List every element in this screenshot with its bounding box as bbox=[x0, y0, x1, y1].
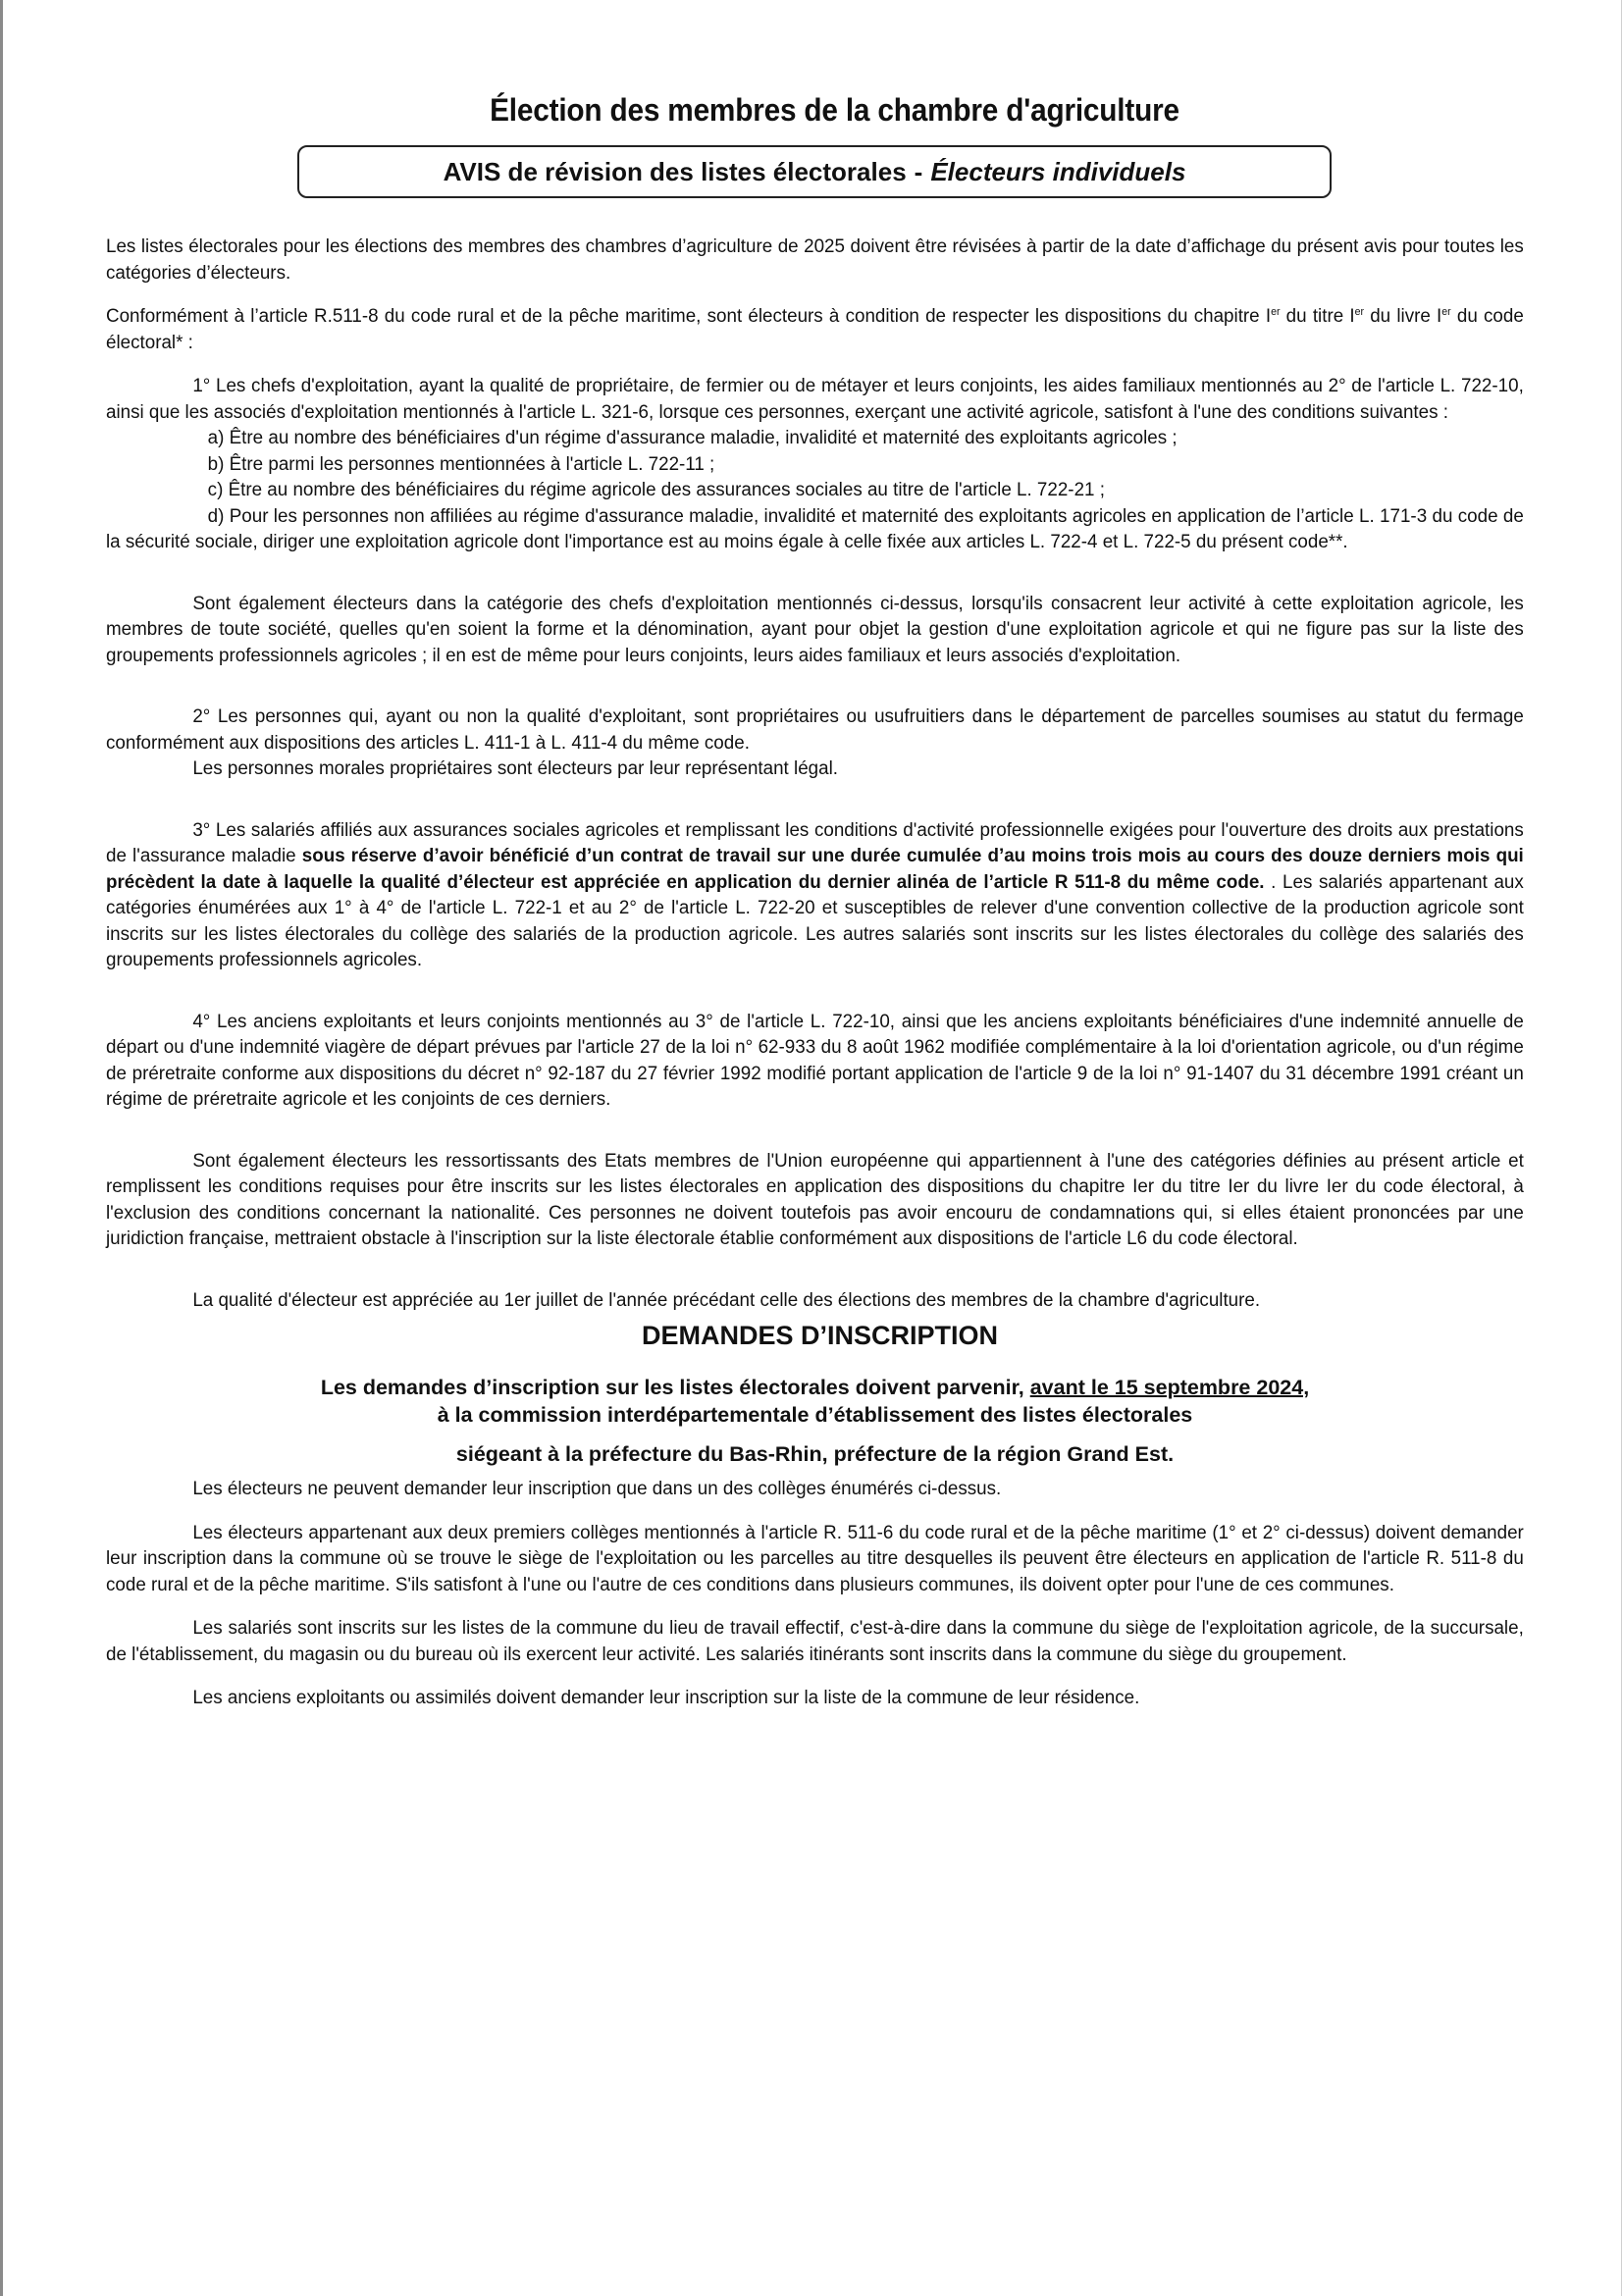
category-1-condition-a: a) Être au nombre des bénéficiaires d'un régime d'assurance maladie, invalidité et maternité des exploitants agricoles ; bbox=[207, 427, 1178, 448]
legal-basis-mid2: du livre I bbox=[1364, 305, 1442, 327]
category-1-condition-d: d) Pour les personnes non affiliées au régime d'assurance maladie, invalidité et maternité des exploitants agricoles en application de l’article L. 171-3 du code de la sécurité sociale, diriger une exploitation agricole dont l'importance est au moins égale à celle fixée aux articles L. 722-4 et L. 722-5 du présent code**. bbox=[106, 504, 1524, 552]
registration-paragraph-4: Les anciens exploitants ou assimilés doivent demander leur inscription sur la liste de la commune de leur résidence. bbox=[192, 1687, 1140, 1709]
registration-paragraph-2: Les électeurs appartenant aux deux premiers collèges mentionnés à l'article R. 511-6 du code rural et de la pêche maritime (1° et 2° ci-dessus) doivent demander leur inscription dans la commune où se trouve le siège de l'exploitation ou les parcelles au titre desquelles ils peuvent être électeurs en application de l'article R. 511-8 du code rural et de la pêche maritime. S'ils satisfont à l'une ou l'autre de ces conditions dans plusieurs communes, ils doivent opter pour l'une de ces communes. bbox=[106, 1521, 1524, 1595]
category-3-bold-condition: sous réserve d’avoir bénéficié d’un contrat de travail sur une durée cumulée d’au moins trois mois au cours des douze derniers mois qui précèdent la date à laquelle la qualité d’électeur est appréciée en application du dernier alinéa de l’article R 511-8 du même code. bbox=[106, 845, 1524, 893]
sup-er-3: er bbox=[1441, 306, 1451, 318]
notice-box-prefix: AVIS de révision des listes électorales bbox=[443, 156, 907, 186]
notice-box-separator: - bbox=[914, 156, 923, 186]
scan-edge-left bbox=[0, 0, 3, 2296]
registration-prefecture-line: siégeant à la préfecture du Bas-Rhin, préfecture de la région Grand Est. bbox=[455, 1442, 1175, 1467]
registration-paragraph-1: Les électeurs ne peuvent demander leur inscription que dans un des collèges énumérés ci-dessus. bbox=[192, 1478, 1002, 1500]
category-2-lead: 2° Les personnes qui, ayant ou non la qualité d'exploitant, sont propriétaires ou usufruitiers dans le département de parcelles soumises au statut du fermage conformément aux dispositions des articles L. 411-1 à L. 411-4 du même code. bbox=[106, 705, 1524, 754]
registration-heading: DEMANDES D’INSCRIPTION bbox=[641, 1321, 999, 1350]
registration-section bbox=[106, 1319, 1524, 1711]
document-title: Élection des membres de la chambre d'agriculture bbox=[490, 92, 1179, 128]
category-3-part2: . Les salariés appartenant aux catégories énumérées aux 1° à 4° de l'article L. 722-1 et au 2° de l'article L. 722-20 et susceptibles de relever d'une convention collective de la production agricole sont inscrits sur les listes électorales du collège des salariés de la production agricole. Les autres salariés sont inscrits sur les listes électorales du collège des salariés des groupements professionnels agricoles. bbox=[106, 870, 1524, 970]
sup-er-1: er bbox=[1271, 306, 1281, 318]
intro-paragraph: Les listes électorales pour les élections des membres des chambres d’agriculture de 2025 doivent être révisées à partir de la date d’affichage du présent avis pour toutes les catégories d’électeurs. bbox=[106, 235, 1524, 284]
legal-basis-mid1: du titre I bbox=[1280, 305, 1355, 327]
registration-deadline-line bbox=[106, 1374, 1524, 1401]
document-body bbox=[106, 234, 1524, 1313]
registration-paragraph-3: Les salariés sont inscrits sur les listes de la commune du lieu de travail effectif, c'est-à-dire dans la commune du siège de l'exploitation agricole, de la succursale, de l'établissement, du magasin ou du bureau où ils exercent leur activité. Les salariés itinérants sont inscrits dans la commune du siège du groupement. bbox=[106, 1617, 1524, 1665]
legal-basis-paragraph bbox=[106, 303, 1524, 355]
notice-box bbox=[297, 145, 1332, 198]
document-page bbox=[106, 88, 1524, 1711]
eu-nationals-paragraph: Sont également électeurs les ressortissants des Etats membres de l'Union européenne qui appartiennent à l'une des catégories définies au présent article et remplissent les conditions requises pour être inscrits sur les listes électorales en application des dispositions du chapitre Ier du titre Ier du livre Ier du code électoral, à l'exclusion des conditions concernant la nationalité. Ces personnes ne doivent toutefois pas avoir encouru de condamnations qui, si elles étaient prononcées par une juridiction française, mettraient obstacle à l'inscription sur la liste électorale établie conformément aux dispositions de l'article L6 du code électoral. bbox=[106, 1149, 1524, 1249]
notice-box-suffix: Électeurs individuels bbox=[930, 156, 1186, 186]
category-3-part1: 3° Les salariés affiliés aux assurances sociales agricoles et remplissant les conditions d'activité professionnelle exigées pour l'ouverture des droits aux prestations de l'assurance maladie bbox=[106, 818, 1524, 866]
category-1-also-paragraph: Sont également électeurs dans la catégorie des chefs d'exploitation mentionnés ci-dessus, lorsqu'ils consacrent leur activité à cette exploitation agricole, les membres de toute société, quelles qu'en soient la forme et la dénomination, ayant pour objet la gestion d'une exploitation agricole et qui ne figure pas sur la liste des groupements professionnels agricoles ; il en est de même pour leurs conjoints, leurs aides familiaux et leurs associés d'exploitation. bbox=[106, 592, 1524, 666]
category-3-paragraph bbox=[106, 817, 1524, 973]
legal-basis-text: Conformément à l’article R.511-8 du code rural et de la pêche maritime, sont électeurs à condition de respecter les dispositions du chapitre I bbox=[106, 305, 1272, 327]
registration-commission-line: à la commission interdépartementale d’établissement des listes électorales bbox=[437, 1403, 1193, 1428]
registration-deadline: avant le 15 septembre 2024, bbox=[1029, 1376, 1310, 1400]
registration-line1: Les demandes d’inscription sur les listes électorales doivent parvenir, bbox=[320, 1376, 1030, 1400]
scan-edge-right bbox=[1621, 0, 1622, 2296]
category-1-condition-c: c) Être au nombre des bénéficiaires du régime agricole des assurances sociales au titre de l'article L. 722-21 ; bbox=[207, 479, 1105, 500]
category-4-paragraph: 4° Les anciens exploitants et leurs conjoints mentionnés au 3° de l'article L. 722-10, ainsi que les anciens exploitants bénéficiaires d'une indemnité annuelle de départ ou d'une indemnité viagère de départ prévues par l'article 27 de la loi n° 62-933 du 8 août 1962 modifiée complémentaire à la loi d'orientation agricole, ou d'un régime de préretraite conforme aux dispositions du décret n° 92-187 du 27 février 1992 modifié portant application de l'article 9 de la loi n° 91-1407 du 31 décembre 1991 créant un régime de préretraite agricole et les conjoints de ces derniers. bbox=[106, 1010, 1524, 1110]
qualification-date-paragraph: La qualité d'électeur est appréciée au 1er juillet de l'année précédant celle des élections des membres de la chambre d'agriculture. bbox=[192, 1288, 1261, 1311]
category-2-moral-persons: Les personnes morales propriétaires sont électeurs par leur représentant légal. bbox=[192, 757, 838, 779]
sup-er-2: er bbox=[1354, 306, 1365, 318]
category-1-condition-b: b) Être parmi les personnes mentionnées à l'article L. 722-11 ; bbox=[207, 452, 715, 475]
registration-body bbox=[106, 1476, 1524, 1711]
category-1-lead: 1° Les chefs d'exploitation, ayant la qualité de propriétaire, de fermier ou de métayer et leurs conjoints, les aides familiaux mentionnés au 2° de l'article L. 722-10, ainsi que les associés d'exploitation mentionnés à l'article L. 321-6, lorsque ces personnes, exerçant une activité agricole, satisfont à l'une des conditions suivantes : bbox=[106, 375, 1524, 423]
legal-basis-end: du code électoral* : bbox=[106, 305, 1524, 353]
